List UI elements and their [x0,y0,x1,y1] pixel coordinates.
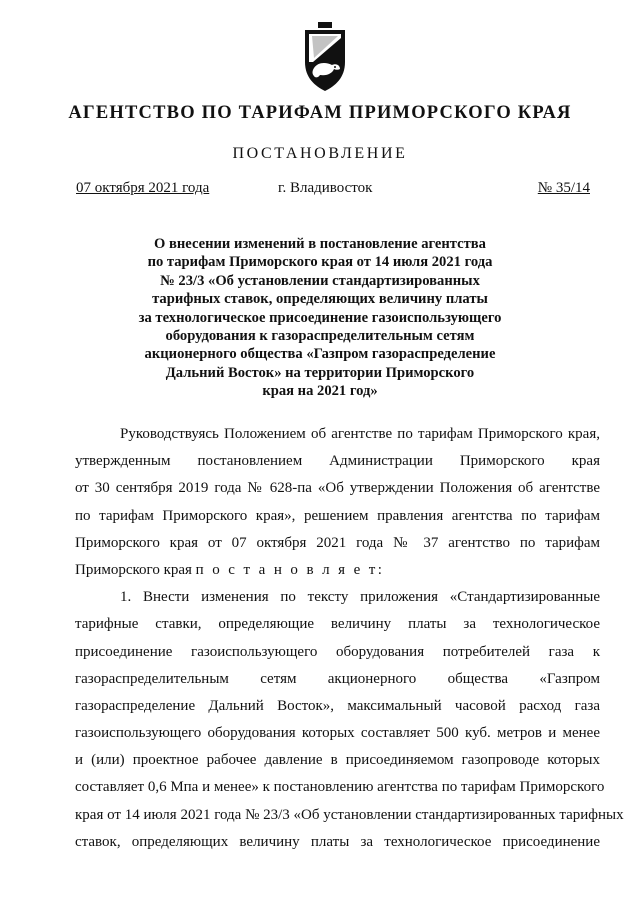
agency-title: АГЕНТСТВО ПО ТАРИФАМ ПРИМОРСКОГО КРАЯ [68,103,572,123]
body-line: газоиспользующего оборудования которых составляет 500 куб. метров и менее [75,725,600,742]
subject-line: тарифных ставок, определяющих величину платы [152,291,488,308]
document-subject [100,235,540,401]
subject-line: № 23/3 «Об установлении стандартизированных [160,272,480,289]
body-line: Приморского края от 07 октября 2021 года № 37 агентство по тарифам [75,534,600,551]
document-type: ПОСТАНОВЛЕНИЕ [232,145,408,162]
body-line: от 30 сентября 2019 года № 628-па «Об утверждении Положения об агентстве [75,480,600,497]
body-line: 1. Внести изменения по тексту приложения «Стандартизированные [120,589,600,606]
document-date: 07 октября 2021 года [76,180,210,196]
subject-line: акционерного общества «Газпром газораспределение [144,346,496,363]
body-line: ставок, определяющих величину платы за технологическое присоединение [75,833,600,850]
subject-line: оборудования к газораспределительным сетям [165,328,475,345]
body-line: газораспределительным сетям акционерного общества «Газпром [75,670,600,687]
subject-line: края на 2021 год» [262,383,378,400]
resolves-word: п о с т а н о в л я е т: [195,561,385,578]
subject-line: по тарифам Приморского края от 14 июля 2021 года [147,254,493,271]
document-number: № 35/14 [537,180,590,196]
body-line: и (или) проектное рабочее давление в присоединяемом газопроводе которых [75,752,600,769]
body-line: газораспределение Дальний Восток», максимальный часовой расход газа [75,697,600,714]
body-line: составляет 0,6 Мпа и менее» к постановлению агентства по тарифам Приморского [75,779,605,796]
subject-line: О внесении изменений в постановление агентства [154,236,486,252]
subject-line: Дальний Восток» на территории Приморского [165,364,475,381]
body-line: по тарифам Приморского края», решением правления агентства по тарифам [75,507,600,524]
primorsky-coat-of-arms-icon [302,22,348,92]
body-line-start: Приморского края [75,561,192,578]
document-body [75,421,624,856]
body-line: утвержденным постановлением Администрации Приморского края [75,453,600,470]
document-city: г. Владивосток [278,180,373,196]
body-line: тарифные ставки, определяющие величину платы за технологическое [75,616,600,633]
body-line: Руководствуясь Положением об агентстве по тарифам Приморского края, [120,426,600,442]
body-line: края от 14 июля 2021 года № 23/3 «Об установлении стандартизированных тарифных [75,806,624,823]
subject-line: за технологическое присоединение газоиспользующего [138,309,502,326]
body-line [75,557,600,584]
body-line: присоединение газоиспользующего оборудования потребителей газа к [75,643,600,660]
